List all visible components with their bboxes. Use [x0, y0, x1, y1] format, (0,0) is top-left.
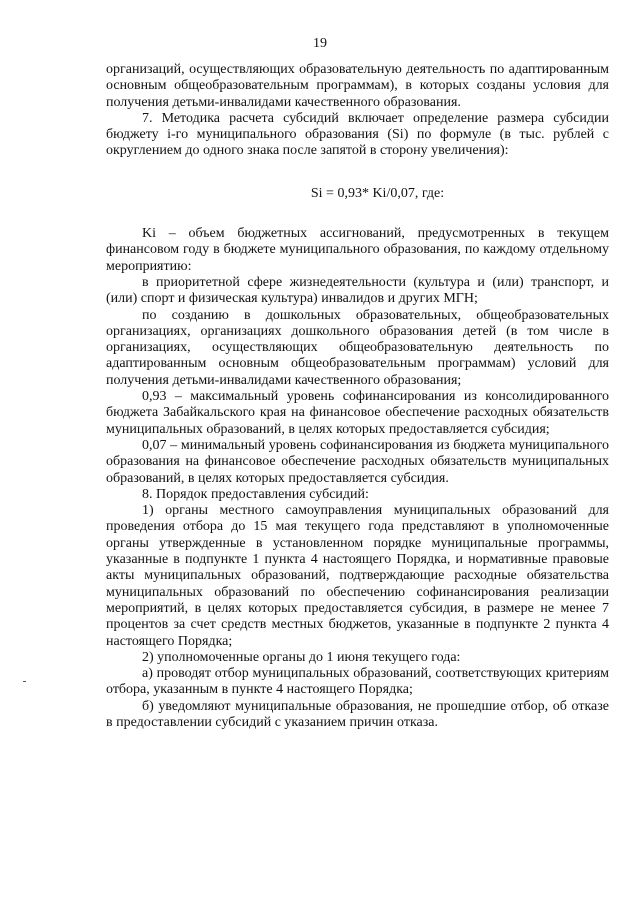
paragraph: б) уведомляют муниципальные образования, не прошедшие отбор, об отказе в предоставлении субсидий с указанием причин отказа.	[106, 698, 609, 730]
paragraph: организаций, осуществляющих образовательную деятельность по адаптированным основным общеобразовательным программам), в которых созданы условия для получения детьми-инвалидами качественного образования.	[106, 62, 609, 110]
formula: Si = 0,93* Ki/0,07, где:	[310, 185, 445, 201]
paragraph: Ki – объем бюджетных ассигнований, предусмотренных в текущем финансовом году в бюджете муниципального образования, по каждому отдельному мероприятию:	[106, 226, 609, 274]
paragraph: по созданию в дошкольных образовательных, общеобразовательных организациях, организациях дошкольного образования детей (в том числе в организациях, осуществляющих общеобразовательную деятельность по адаптированным основным общеобразовательным программам) условий для получения детьми-инвалидами качественного образования;	[106, 307, 609, 388]
paragraph: 7. Методика расчета субсидий включает определение размера субсидии бюджету i-го муниципального образования (Si) по формуле (в тыс. рублей с округлением до одного знака после запятой в сторону увеличения):	[106, 110, 609, 159]
paragraph: в приоритетной сфере жизнедеятельности (культура и (или) транспорт, и (или) спорт и физическая культура) инвалидов и других МГН;	[106, 274, 609, 307]
paragraph: 1) органы местного самоуправления муниципальных образований для проведения отбора до 15 мая текущего года представляют в уполномоченные органы утвержденные в установленном порядке муниципальные программы, указанные в подпункте 1 пункта 4 настоящего Порядка, и нормативные правовые акты муниципальных образований, подтверждающие расходные обязательства муниципальных образований по обеспечению софинансирования реализации мероприятий, в целях которых предоставляется субсидия, в размере не менее 7 процентов за счет средств местных бюджетов, указанные в подпункте 2 пункта 4 настоящего Порядка;	[106, 503, 609, 649]
paragraph: а) проводят отбор муниципальных образований, соответствующих критериям отбора, указанным в пункте 4 настоящего Порядка;	[106, 666, 609, 698]
paragraph: 2) уполномоченные органы до 1 июня текущего года:	[142, 649, 461, 665]
document-body	[106, 62, 609, 731]
scan-artifact	[23, 681, 26, 682]
paragraph: 0,07 – минимальный уровень софинансирования из бюджета муниципального образования на финансовое обеспечение расходных обязательств муниципальных образований, в целях которых предоставляется субсидия.	[106, 437, 609, 486]
paragraph: 0,93 – максимальный уровень софинансирования из консолидированного бюджета Забайкальского края на финансовое обеспечение расходных обязательств муниципальных образований, в целях которых предоставляется субсидия;	[106, 389, 609, 437]
section-heading: 8. Порядок предоставления субсидий:	[142, 486, 369, 502]
page-number: 19	[313, 36, 327, 51]
